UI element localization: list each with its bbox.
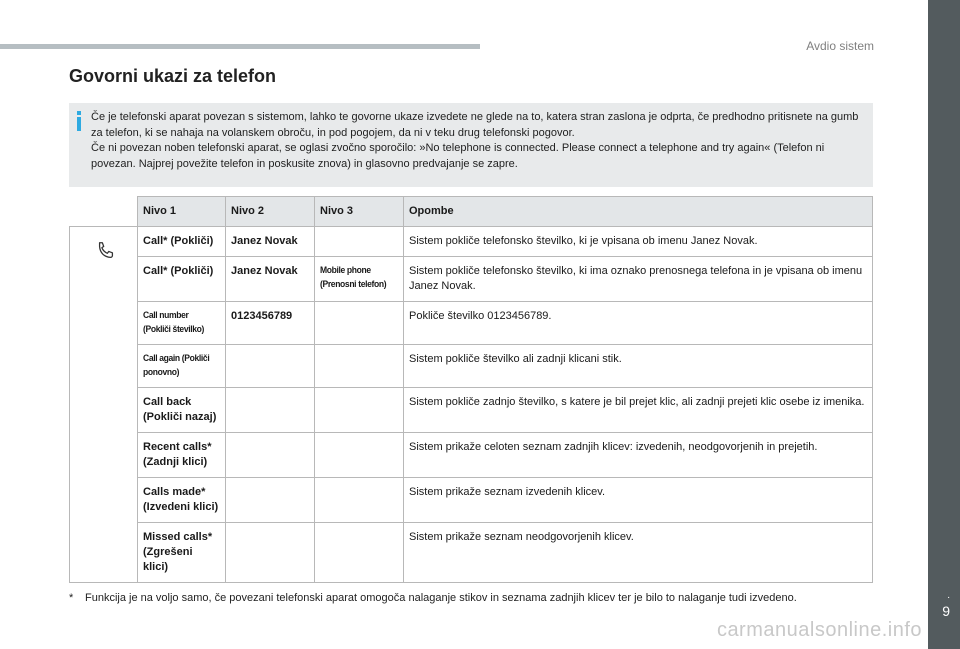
cell-level-3 <box>315 227 404 257</box>
table-row <box>70 302 873 345</box>
table-row <box>70 257 873 302</box>
cell-notes: Sistem prikaže seznam neodgovorjenih klicev. <box>404 523 873 583</box>
table-row <box>70 523 873 583</box>
page-edge-strip <box>928 0 960 649</box>
cell-level-1: Call again (Pokliči ponovno) <box>143 353 210 378</box>
cell-level-1: Recent calls* (Zadnji klici) <box>138 433 226 478</box>
cell-level-1: Call* (Pokliči) <box>138 227 226 257</box>
cell-level-2: 0123456789 <box>226 302 315 345</box>
cell-level-3 <box>315 388 404 433</box>
cell-level-3 <box>315 302 404 345</box>
table-header-row <box>70 197 873 227</box>
footnote <box>69 592 879 604</box>
page-marker: . <box>947 590 950 601</box>
cell-level-3 <box>315 433 404 478</box>
cell-level-1: Call* (Pokliči) <box>138 257 226 302</box>
cell-level-1: Call back (Pokliči nazaj) <box>138 388 226 433</box>
phone-handset-icon <box>95 240 117 262</box>
table-row <box>70 388 873 433</box>
cell-level-3 <box>315 478 404 523</box>
cell-level-2 <box>226 523 315 583</box>
info-box <box>69 103 873 187</box>
cell-notes: Sistem prikaže celoten seznam zadnjih klicev: izvedenih, neodgovorjenih in prejetih. <box>404 433 873 478</box>
footnote-text: Funkcija je na voljo samo, če povezani telefonski aparat omogoča nalaganje stikov in seznama zadnjih klicev ter je bilo to nalaganje tudi izvedeno. <box>85 592 797 604</box>
info-text <box>91 110 861 172</box>
section-label: Avdio sistem <box>806 39 874 53</box>
table-row <box>70 433 873 478</box>
table-row <box>70 345 873 388</box>
phone-icon-cell <box>70 227 138 583</box>
page-number: 9 <box>942 603 950 619</box>
page-title: Govorni ukazi za telefon <box>69 66 277 86</box>
info-icon <box>77 111 81 131</box>
cell-notes: Sistem pokliče zadnjo številko, s katere je bil prejet klic, ali zadnji prejeti klic osebe iz imenika. <box>404 388 873 433</box>
cell-level-3 <box>315 345 404 388</box>
col-header-notes: Opombe <box>404 197 873 227</box>
header-rule <box>0 44 480 49</box>
col-header-level-1: Nivo 1 <box>138 197 226 227</box>
cell-notes: Pokliče številko 0123456789. <box>404 302 873 345</box>
info-line-2: Če ni povezan noben telefonski aparat, se oglasi zvočno sporočilo: »No telephone is connected. Please connect a telephone and try again« (Telefon ni povezan. Najprej povežite telefon in poskusite znova) in glasovno predvajanje se zapre. <box>91 142 825 170</box>
cell-level-2 <box>226 345 315 388</box>
cell-notes: Sistem prikaže seznam izvedenih klicev. <box>404 478 873 523</box>
cell-level-3 <box>315 523 404 583</box>
cell-level-3: Mobile phone (Prenosni telefon) <box>320 265 387 290</box>
table-row <box>70 227 873 257</box>
cell-level-2 <box>226 433 315 478</box>
col-header-level-2: Nivo 2 <box>226 197 315 227</box>
cell-notes: Sistem pokliče telefonsko številko, ki je vpisana ob imenu Janez Novak. <box>404 227 873 257</box>
table-row <box>70 478 873 523</box>
watermark: carmanualsonline.info <box>716 619 922 641</box>
cell-level-2: Janez Novak <box>226 257 315 302</box>
cell-level-2 <box>226 478 315 523</box>
cell-level-2 <box>226 388 315 433</box>
cell-level-1: Missed calls* (Zgrešeni klici) <box>138 523 226 583</box>
voice-commands-table <box>69 196 873 583</box>
footnote-mark: * <box>69 592 74 604</box>
col-header-level-3: Nivo 3 <box>315 197 404 227</box>
cell-level-2: Janez Novak <box>226 227 315 257</box>
cell-level-1: Call number (Pokliči številko) <box>143 310 205 335</box>
cell-notes: Sistem pokliče telefonsko številko, ki ima oznako prenosnega telefona in je vpisana ob imenu Janez Novak. <box>404 257 873 302</box>
cell-notes: Sistem pokliče številko ali zadnji klicani stik. <box>404 345 873 388</box>
cell-level-1: Calls made* (Izvedeni klici) <box>138 478 226 523</box>
info-line-1: Če je telefonski aparat povezan s sistemom, lahko te govorne ukaze izvedete ne glede na to, katera stran zaslona je odprta, če predhodno pritisnete na gumb za telefon, ki se nahaja na volanskem obroču, in pod pogojem, da ni v teku drug telefonski pogovor. <box>91 111 859 139</box>
